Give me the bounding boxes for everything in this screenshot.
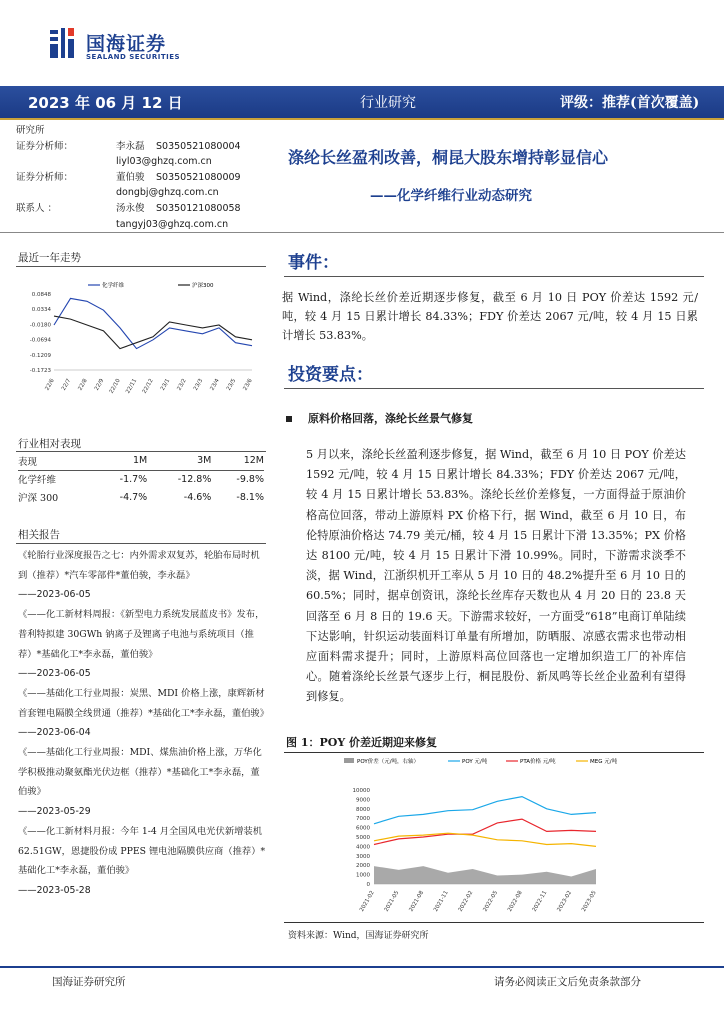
y-tick-label: 0.0334 bbox=[31, 307, 51, 314]
report-link[interactable]: 《——基础化工行业周报：炭黑、MDI 价格上涨，康辉新材首套锂电隔膜全线贯通（推荐）*基础化工*李永磊，董伯骏》 bbox=[18, 687, 270, 719]
analyst-block bbox=[16, 123, 241, 232]
report-date-line: ——2023-05-29 bbox=[18, 806, 91, 818]
analyst-role: 证券分析师： bbox=[16, 140, 74, 152]
figure-source: 资料来源：Wind，国海证券研究所 bbox=[288, 931, 429, 941]
report-date-line: ——2023-06-04 bbox=[18, 727, 91, 739]
analyst-name: 李永磊 bbox=[116, 140, 145, 152]
x-tick-label: 22/11 bbox=[125, 378, 139, 395]
x-tick-label: 23/3 bbox=[192, 378, 205, 392]
report-rating: 评级：推荐(首次覆盖) bbox=[560, 95, 700, 111]
poy-chart bbox=[284, 754, 704, 920]
trend-rule bbox=[16, 266, 266, 267]
footer-org: 国海证券研究所 bbox=[52, 976, 126, 988]
y-tick-label: 4000 bbox=[356, 844, 370, 851]
series-line bbox=[54, 316, 252, 349]
x-tick-label: 2023-02 bbox=[556, 890, 574, 913]
y-tick-label: 10000 bbox=[352, 788, 370, 794]
sealand-logo-icon bbox=[48, 26, 76, 60]
table-cell: 沪深 300 bbox=[18, 493, 59, 504]
y-tick-label: 9000 bbox=[356, 797, 370, 804]
x-tick-label: 2022-11 bbox=[531, 890, 549, 913]
logo-text-en: SEALAND SECURITIES bbox=[86, 53, 181, 61]
analyst-role: 联系人 ： bbox=[16, 202, 58, 214]
analyst-row bbox=[16, 170, 241, 186]
footer-rule bbox=[0, 966, 724, 968]
analyst-email[interactable]: tangyj03@ghzq.com.cn bbox=[116, 218, 229, 230]
performance-label: 行业相对表现 bbox=[18, 438, 81, 450]
legend-swatch-poy-spread bbox=[344, 758, 354, 763]
x-tick-label: 22/12 bbox=[141, 378, 155, 395]
y-tick-label: 0 bbox=[366, 882, 370, 888]
figure-rule-top bbox=[284, 752, 704, 753]
event-rule bbox=[284, 276, 704, 277]
report-link[interactable]: 《——化工新材料月报：今年 1-4 月全国风电光伏新增装机 62.51GW，恩捷股份成 PPES 锂电池隔膜供应商（推荐）*基础化工*李永磊，董伯骏》 bbox=[18, 825, 266, 877]
y-tick-label: -0.0180 bbox=[29, 322, 51, 329]
table-header: 3M bbox=[147, 452, 211, 470]
legend-hs300: 沪深300 bbox=[192, 283, 214, 289]
y-tick-label: 5000 bbox=[356, 835, 370, 841]
y-tick-label: 3000 bbox=[356, 853, 370, 860]
table-cell: -9.8% bbox=[236, 473, 264, 485]
analyst-role: 证券分析师： bbox=[16, 171, 74, 183]
table-header: 1M bbox=[95, 452, 148, 470]
series-line bbox=[374, 819, 596, 844]
table-cell: -12.8% bbox=[177, 473, 212, 485]
analyst-row bbox=[16, 201, 241, 217]
x-tick-label: 2022-08 bbox=[507, 890, 524, 913]
x-tick-label: 22/6 bbox=[44, 378, 56, 392]
points-rule bbox=[284, 388, 704, 389]
y-tick-label: 7000 bbox=[356, 816, 370, 823]
table-cell: 化学纤维 bbox=[18, 475, 57, 487]
figure-title: 图 1：POY 价差近期迎来修复 bbox=[286, 736, 438, 749]
analyst-email[interactable]: liyl03@ghzq.com.cn bbox=[116, 156, 212, 168]
table-cell: -4.7% bbox=[119, 491, 148, 503]
report-title: 涤纶长丝盈利改善，桐昆大股东增持彰显信心 bbox=[288, 148, 609, 167]
report-date-line: ——2023-06-05 bbox=[18, 589, 91, 601]
related-reports bbox=[18, 546, 270, 901]
series-line bbox=[374, 797, 596, 824]
y-tick-label: 6000 bbox=[356, 825, 370, 832]
x-tick-label: 23/1 bbox=[159, 378, 172, 392]
table-header-row bbox=[18, 452, 264, 470]
series-line bbox=[374, 833, 596, 846]
figure-rule-bottom bbox=[284, 922, 704, 923]
reports-rule bbox=[16, 543, 266, 544]
institute-label: 研究所 bbox=[16, 125, 45, 136]
x-tick-label: 2022-02 bbox=[457, 890, 475, 913]
analyst-email[interactable]: dongbj@ghzq.com.cn bbox=[116, 187, 219, 199]
analyst-id: S0350521080009 bbox=[156, 171, 241, 183]
y-tick-label: 1000 bbox=[356, 872, 370, 879]
x-tick-label: 2022-05 bbox=[482, 890, 500, 913]
performance-table bbox=[18, 452, 264, 506]
x-tick-label: 22/7 bbox=[60, 378, 73, 392]
legend-poy: POY 元/吨 bbox=[462, 759, 488, 765]
legend-fiber: 化学纤维 bbox=[102, 283, 125, 289]
logo-text-cn: 国海证券 bbox=[86, 33, 167, 55]
y-tick-label: -0.1723 bbox=[29, 368, 51, 374]
y-tick-label: 2000 bbox=[356, 863, 370, 870]
analyst-id: S0350521080004 bbox=[156, 140, 241, 152]
trend-label: 最近一年走势 bbox=[18, 252, 81, 264]
x-tick-label: 2021-05 bbox=[383, 890, 401, 913]
report-date-line: ——2023-05-28 bbox=[18, 884, 91, 896]
table-cell: -1.7% bbox=[119, 473, 148, 485]
list-item[interactable] bbox=[18, 684, 270, 743]
report-link[interactable]: 《——化工新材料周报：《新型电力系统发展蓝皮书》发布，普利特拟建 30GWh 钠离子及锂离子电池与系统项目（推荐）*基础化工*李永磊，董伯骏》 bbox=[18, 609, 265, 660]
report-subtitle: ——化学纤维行业动态研究 bbox=[370, 188, 532, 204]
legend-meg: MEG 元/吨 bbox=[590, 759, 618, 765]
series-area bbox=[374, 866, 596, 884]
footer-disclaimer: 请务必阅读正文后免责条款部分 bbox=[494, 976, 641, 988]
x-tick-label: 22/10 bbox=[108, 378, 122, 395]
y-tick-label: 0.0848 bbox=[31, 292, 51, 298]
table-cell: -8.1% bbox=[236, 491, 264, 503]
banner-accent-line bbox=[0, 118, 724, 120]
square-bullet-icon bbox=[286, 416, 292, 422]
header-divider bbox=[0, 232, 724, 233]
y-tick-label: 8000 bbox=[356, 806, 370, 813]
analyst-name: 董伯骏 bbox=[116, 171, 145, 183]
analyst-name: 汤永俊 bbox=[116, 202, 145, 214]
x-tick-label: 2021-11 bbox=[433, 890, 450, 913]
report-date-line: ——2023-06-05 bbox=[18, 668, 91, 680]
x-tick-label: 22/8 bbox=[77, 378, 89, 392]
legend-pta: PTA价格 元/吨 bbox=[520, 759, 556, 765]
list-item[interactable] bbox=[18, 822, 266, 901]
report-date: 2023 年 06 月 12 日 bbox=[28, 94, 183, 112]
legend-poy-spread: POY价差（元/吨，右轴） bbox=[357, 759, 420, 765]
list-item[interactable] bbox=[18, 605, 266, 684]
report-category: 行业研究 bbox=[360, 95, 416, 111]
analyst-id: S0350121080058 bbox=[156, 202, 241, 214]
table-header: 12M bbox=[211, 452, 264, 470]
y-tick-label: -0.1209 bbox=[29, 352, 51, 359]
report-link[interactable]: 《轮胎行业深度报告之七：内外需求双复苏，轮胎布局时机到（推荐）*汽车零部件*董伯骏，李永磊》 bbox=[18, 550, 260, 581]
y-tick-label: -0.0694 bbox=[29, 337, 51, 344]
reports-label: 相关报告 bbox=[18, 529, 60, 541]
analyst-row bbox=[16, 139, 241, 155]
event-text: 据 Wind，涤纶长丝价差近期逐步修复，截至 6 月 10 日 POY 价差达 1592 元/吨，较 4 月 15 日累计增长 84.33%；FDY 价差达 2067 元/吨，较 4 月 15 日累计增长 53.83%。 bbox=[282, 291, 698, 342]
list-item[interactable] bbox=[18, 743, 266, 822]
table-row bbox=[18, 470, 264, 488]
report-link[interactable]: 《——基础化工行业周报：MDI、煤焦油价格上涨，万华化学积极推动聚氨酯光伏边框（推荐）*基础化工*李永磊，董伯骏》 bbox=[18, 747, 262, 798]
list-item[interactable] bbox=[18, 546, 266, 605]
table-header: 表现 bbox=[18, 452, 95, 470]
x-tick-label: 23/2 bbox=[176, 378, 188, 392]
x-tick-label: 23/4 bbox=[209, 378, 221, 392]
x-tick-label: 23/5 bbox=[225, 378, 238, 392]
table-row bbox=[18, 488, 264, 506]
x-tick-label: 23/6 bbox=[242, 378, 254, 392]
x-tick-label: 2023-05 bbox=[581, 890, 598, 913]
bullet-heading bbox=[286, 410, 473, 426]
points-heading: 投资要点： bbox=[288, 365, 373, 385]
points-text: 5 月以来，涤纶长丝盈利逐步修复，据 Wind，截至 6 月 10 日 POY 价差达 1592 元/吨，较 4 月 15 日累计增长 84.33%；FDY 价差达 2067 元/吨，较 4 月 15 日累计增长 53.83%。涤纶长丝价差修复，一方面得益于原油价格高位回落，带动上游原料 PX 价格下行，据 Wind，截至 6 月 10 日，布伦特原油价格达 74.79 美元/桶，较 4 月 15 日累计下滑 13.35%；PX 价格达 8100 元/吨，较 4 月 15 日累计下滑 10.99%。同时，下游需求淡季不淡，据 Wind，江浙织机开工率从 5 月 10 日的 48.2%提升至 6 月 10 日的 60.5%；同时，据卓创资讯，涤纶长丝库存天数也从 4 月 20 日的 23.8 天回落至 6 月 8 日的 19.6 天。下游需求较好，一方面受“618”电商订单陆续下达影响，针织运动装面料订单量有所增加，防晒服、凉感衣需求也带动相应面料需求提升；同时，上游原料高位回落也一定增加织造工厂的补库信心。随着涤纶长丝景气逐步上行，桐昆股份、新凤鸣等长丝企业盈利有望得到修复。 bbox=[306, 448, 686, 704]
x-tick-label: 22/9 bbox=[93, 378, 106, 392]
event-heading: 事件： bbox=[288, 253, 339, 273]
x-tick-label: 2021-02 bbox=[359, 890, 376, 913]
x-tick-label: 2021-08 bbox=[408, 890, 426, 913]
table-cell: -4.6% bbox=[183, 491, 212, 503]
trend-chart bbox=[16, 278, 262, 408]
bullet-text: 原料价格回落，涤纶长丝景气修复 bbox=[308, 412, 473, 425]
